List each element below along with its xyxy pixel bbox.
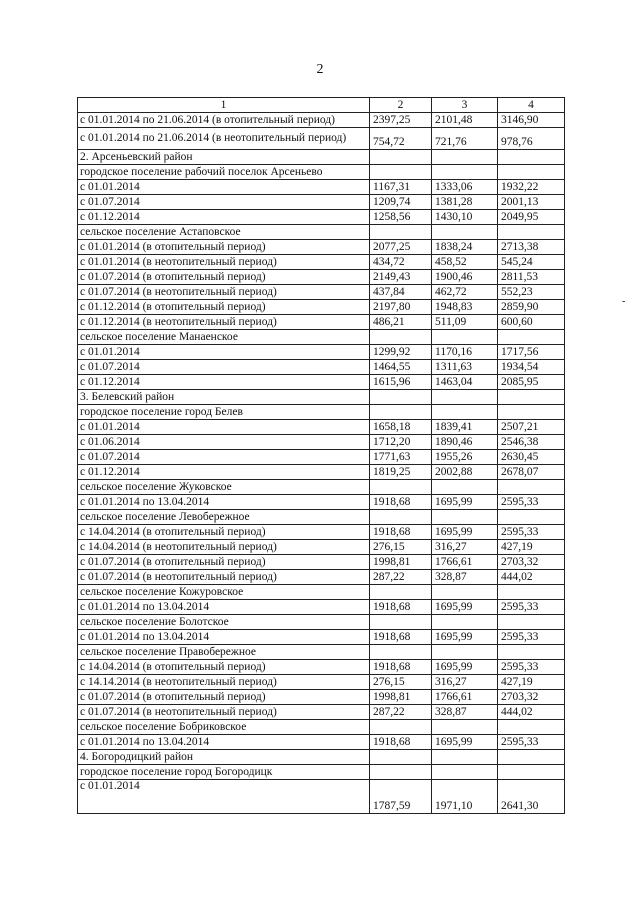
tariff-value-col4 (498, 165, 565, 180)
row-label: с 01.07.2014 (в неотопительный период) (78, 570, 370, 585)
row-label: с 01.07.2014 (в неотопительный период) (78, 705, 370, 720)
row-label: сельское поселение Бобриковское (78, 720, 370, 735)
table-row (78, 420, 565, 435)
table-row (78, 450, 565, 465)
tariff-value-col2 (370, 405, 432, 420)
tariff-value-col2 (370, 615, 432, 630)
row-label: с 14.14.2014 (в неотопительный период) (78, 675, 370, 690)
tariff-value-col2: 287,22 (370, 570, 432, 585)
tariff-value-col4: 2595,33 (498, 630, 565, 645)
tariff-value-col4 (498, 390, 565, 405)
col-header: 2 (370, 98, 432, 113)
tariff-value-col2: 1658,18 (370, 420, 432, 435)
tariff-value-col4: 2595,33 (498, 735, 565, 750)
row-label: городское поселение город Богородицк (78, 765, 370, 780)
table-row (78, 600, 565, 615)
tariff-value-col3 (432, 480, 498, 495)
col-header: 3 (432, 98, 498, 113)
row-label: городское поселение город Белев (78, 405, 370, 420)
tariff-value-col2 (370, 645, 432, 660)
tariff-value-col2: 1299,92 (370, 345, 432, 360)
tariff-value-col4 (498, 645, 565, 660)
tariff-value-col3: 1695,99 (432, 525, 498, 540)
tariff-value-col4: 2595,33 (498, 600, 565, 615)
tariff-value-col4: 978,76 (498, 128, 565, 150)
row-label: сельское поселение Левобережное (78, 510, 370, 525)
tariff-value-col2: 1615,96 (370, 375, 432, 390)
tariff-value-col4: 444,02 (498, 705, 565, 720)
tariff-value-col2: 2397,25 (370, 113, 432, 128)
tariff-value-col4: 2595,33 (498, 660, 565, 675)
table-row (78, 128, 565, 150)
tariff-value-col2: 287,22 (370, 705, 432, 720)
tariff-table (77, 97, 565, 814)
tariff-value-col4 (498, 765, 565, 780)
tariff-value-col3: 1971,10 (432, 780, 498, 814)
row-label: сельское поселение Манаенское (78, 330, 370, 345)
col-header: 4 (498, 98, 565, 113)
tariff-value-col3 (432, 510, 498, 525)
row-label: с 01.01.2014 (78, 180, 370, 195)
row-label: с 01.12.2014 (78, 375, 370, 390)
row-label: с 01.01.2014 по 13.04.2014 (78, 495, 370, 510)
tariff-value-col4: 2703,32 (498, 555, 565, 570)
tariff-value-col2: 1918,68 (370, 660, 432, 675)
tariff-value-col2: 1819,25 (370, 465, 432, 480)
row-label: 4. Богородицкий район (78, 750, 370, 765)
table-row (78, 165, 565, 180)
tariff-value-col3: 1430,10 (432, 210, 498, 225)
tariff-value-col2: 1918,68 (370, 735, 432, 750)
col-header: 1 (78, 98, 370, 113)
tariff-value-col3 (432, 750, 498, 765)
tariff-value-col3: 1695,99 (432, 660, 498, 675)
row-label: с 01.12.2014 (78, 465, 370, 480)
tariff-value-col2 (370, 330, 432, 345)
tariff-value-col2 (370, 585, 432, 600)
tariff-value-col3: 1695,99 (432, 600, 498, 615)
table-row (78, 660, 565, 675)
tariff-value-col2: 1258,56 (370, 210, 432, 225)
tariff-value-col2: 1998,81 (370, 555, 432, 570)
tariff-value-col4: 2630,45 (498, 450, 565, 465)
row-label: с 01.01.2014 по 13.04.2014 (78, 630, 370, 645)
tariff-value-col3: 1170,16 (432, 345, 498, 360)
tariff-value-col4: 2811,53 (498, 270, 565, 285)
row-label: с 14.04.2014 (в отопительный период) (78, 660, 370, 675)
tariff-value-col3: 1695,99 (432, 630, 498, 645)
table-row (78, 360, 565, 375)
tariff-value-col3: 1311,63 (432, 360, 498, 375)
tariff-value-col4: 2703,32 (498, 690, 565, 705)
row-label: 3. Белевский район (78, 390, 370, 405)
row-label: с 01.07.2014 (78, 450, 370, 465)
tariff-value-col3 (432, 225, 498, 240)
tariff-value-col4: 2713,38 (498, 240, 565, 255)
row-label: с 01.01.2014 по 21.06.2014 (в неотопительный период) (78, 128, 370, 150)
table-row (78, 735, 565, 750)
row-label: сельское поселение Правобережное (78, 645, 370, 660)
row-label: с 01.07.2014 (в отопительный период) (78, 270, 370, 285)
tariff-value-col4: 427,19 (498, 675, 565, 690)
tariff-value-col4 (498, 480, 565, 495)
row-label: с 01.12.2014 (в неотопительный период) (78, 315, 370, 330)
tariff-value-col2 (370, 510, 432, 525)
tariff-value-col2: 1167,31 (370, 180, 432, 195)
table-row (78, 630, 565, 645)
row-label: с 01.01.2014 (в отопительный период) (78, 240, 370, 255)
tariff-value-col4: 2641,30 (498, 780, 565, 814)
table-row (78, 240, 565, 255)
tariff-value-col4 (498, 615, 565, 630)
table-row (78, 570, 565, 585)
row-label: с 01.01.2014 (78, 780, 370, 814)
tariff-value-col3: 511,09 (432, 315, 498, 330)
tariff-value-col2: 1712,20 (370, 435, 432, 450)
tariff-value-col4 (498, 585, 565, 600)
table-row (78, 510, 565, 525)
tariff-value-col3: 328,87 (432, 705, 498, 720)
tariff-value-col3: 1948,83 (432, 300, 498, 315)
tariff-value-col2: 276,15 (370, 675, 432, 690)
stray-mark: - (622, 296, 626, 307)
tariff-value-col3 (432, 645, 498, 660)
row-label: сельское поселение Болотское (78, 615, 370, 630)
tariff-value-col2: 1771,63 (370, 450, 432, 465)
row-label: 2. Арсеньевский район (78, 150, 370, 165)
table-row (78, 270, 565, 285)
row-label: с 14.04.2014 (в отопительный период) (78, 525, 370, 540)
tariff-value-col3 (432, 720, 498, 735)
table-row (78, 375, 565, 390)
table-row (78, 705, 565, 720)
tariff-value-col4: 2001,13 (498, 195, 565, 210)
table-body (78, 113, 565, 814)
tariff-value-col2 (370, 390, 432, 405)
tariff-value-col4: 2859,90 (498, 300, 565, 315)
page-number: 2 (316, 62, 324, 77)
tariff-value-col2: 276,15 (370, 540, 432, 555)
tariff-value-col4: 545,24 (498, 255, 565, 270)
table-row (78, 525, 565, 540)
table-row (78, 540, 565, 555)
table-row (78, 780, 565, 814)
tariff-value-col4: 1934,54 (498, 360, 565, 375)
table-row (78, 255, 565, 270)
tariff-value-col3: 1766,61 (432, 690, 498, 705)
tariff-value-col4 (498, 330, 565, 345)
tariff-value-col3 (432, 615, 498, 630)
tariff-value-col2 (370, 165, 432, 180)
table-row (78, 495, 565, 510)
row-label: с 14.04.2014 (в неотопительный период) (78, 540, 370, 555)
tariff-value-col4: 3146,90 (498, 113, 565, 128)
row-label: с 01.01.2014 (78, 420, 370, 435)
tariff-value-col2: 2077,25 (370, 240, 432, 255)
tariff-value-col4: 2507,21 (498, 420, 565, 435)
tariff-value-col3: 1463,04 (432, 375, 498, 390)
tariff-value-col3: 1839,41 (432, 420, 498, 435)
row-label: с 01.01.2014 (в неотопительный период) (78, 255, 370, 270)
tariff-value-col3: 458,52 (432, 255, 498, 270)
tariff-value-col4 (498, 150, 565, 165)
tariff-value-col3 (432, 150, 498, 165)
row-label: с 01.12.2014 (78, 210, 370, 225)
tariff-value-col2 (370, 480, 432, 495)
tariff-value-col3: 1890,46 (432, 435, 498, 450)
table-row (78, 345, 565, 360)
tariff-value-col2 (370, 225, 432, 240)
tariff-value-col3: 721,76 (432, 128, 498, 150)
tariff-value-col4: 2595,33 (498, 495, 565, 510)
tariff-value-col2 (370, 720, 432, 735)
tariff-value-col3: 1381,28 (432, 195, 498, 210)
tariff-value-col3: 1695,99 (432, 495, 498, 510)
tariff-value-col3: 316,27 (432, 675, 498, 690)
tariff-value-col3: 2002,88 (432, 465, 498, 480)
tariff-value-col3 (432, 165, 498, 180)
tariff-value-col3: 1695,99 (432, 735, 498, 750)
tariff-value-col2: 1918,68 (370, 495, 432, 510)
table-header-row (78, 98, 565, 113)
tariff-value-col3: 1955,26 (432, 450, 498, 465)
tariff-value-col3 (432, 330, 498, 345)
tariff-value-col2: 1464,55 (370, 360, 432, 375)
tariff-value-col2: 2149,43 (370, 270, 432, 285)
tariff-value-col3 (432, 765, 498, 780)
row-label: с 01.07.2014 (в отопительный период) (78, 555, 370, 570)
tariff-value-col4 (498, 720, 565, 735)
tariff-value-col3 (432, 405, 498, 420)
tariff-value-col2 (370, 765, 432, 780)
table-row (78, 720, 565, 735)
tariff-value-col4 (498, 225, 565, 240)
table-row (78, 555, 565, 570)
tariff-value-col4: 1932,22 (498, 180, 565, 195)
tariff-value-col2: 2197,80 (370, 300, 432, 315)
tariff-value-col4 (498, 750, 565, 765)
table-row (78, 750, 565, 765)
table-row (78, 585, 565, 600)
row-label: с 01.01.2014 по 13.04.2014 (78, 600, 370, 615)
table-row (78, 405, 565, 420)
table-row (78, 113, 565, 128)
tariff-value-col4: 2085,95 (498, 375, 565, 390)
tariff-value-col2: 1209,74 (370, 195, 432, 210)
tariff-value-col3: 1838,24 (432, 240, 498, 255)
row-label: городское поселение рабочий поселок Арсеньево (78, 165, 370, 180)
tariff-value-col2: 486,21 (370, 315, 432, 330)
row-label: с 01.07.2014 (в отопительный период) (78, 690, 370, 705)
row-label: с 01.07.2014 (78, 360, 370, 375)
tariff-value-col4: 2595,33 (498, 525, 565, 540)
tariff-value-col2: 1918,68 (370, 525, 432, 540)
tariff-value-col4: 600,60 (498, 315, 565, 330)
table-row (78, 300, 565, 315)
tariff-value-col2 (370, 750, 432, 765)
tariff-value-col4: 552,23 (498, 285, 565, 300)
tariff-value-col3: 316,27 (432, 540, 498, 555)
row-label: с 01.12.2014 (в отопительный период) (78, 300, 370, 315)
tariff-value-col3: 462,72 (432, 285, 498, 300)
tariff-value-col4 (498, 405, 565, 420)
tariff-value-col4: 2049,95 (498, 210, 565, 225)
table-row (78, 645, 565, 660)
tariff-value-col3: 1333,06 (432, 180, 498, 195)
row-label: с 01.06.2014 (78, 435, 370, 450)
table-row (78, 330, 565, 345)
tariff-value-col4: 1717,56 (498, 345, 565, 360)
tariff-value-col4: 444,02 (498, 570, 565, 585)
tariff-value-col3: 1766,61 (432, 555, 498, 570)
row-label: сельское поселение Кожуровское (78, 585, 370, 600)
tariff-value-col2: 1787,59 (370, 780, 432, 814)
row-label: с 01.07.2014 (78, 195, 370, 210)
tariff-value-col3: 328,87 (432, 570, 498, 585)
row-label: сельское поселение Астаповское (78, 225, 370, 240)
tariff-value-col4: 2678,07 (498, 465, 565, 480)
tariff-value-col2: 1998,81 (370, 690, 432, 705)
table-row (78, 690, 565, 705)
tariff-value-col2: 1918,68 (370, 600, 432, 615)
tariff-value-col2 (370, 150, 432, 165)
table-row (78, 210, 565, 225)
table-row (78, 765, 565, 780)
tariff-value-col2: 434,72 (370, 255, 432, 270)
tariff-value-col4: 2546,38 (498, 435, 565, 450)
table-row (78, 150, 565, 165)
table-row (78, 315, 565, 330)
row-label: с 01.01.2014 (78, 345, 370, 360)
row-label: с 01.01.2014 по 13.04.2014 (78, 735, 370, 750)
row-label: сельское поселение Жуковское (78, 480, 370, 495)
tariff-value-col2: 1918,68 (370, 630, 432, 645)
table-row (78, 180, 565, 195)
table-row (78, 390, 565, 405)
row-label: с 01.07.2014 (в неотопительный период) (78, 285, 370, 300)
table-row (78, 615, 565, 630)
table-row (78, 465, 565, 480)
tariff-value-col2: 437,84 (370, 285, 432, 300)
table-row (78, 225, 565, 240)
table-row (78, 675, 565, 690)
table-row (78, 480, 565, 495)
tariff-value-col3: 1900,46 (432, 270, 498, 285)
row-label: с 01.01.2014 по 21.06.2014 (в отопительный период) (78, 113, 370, 128)
tariff-value-col3: 2101,48 (432, 113, 498, 128)
tariff-value-col4: 427,19 (498, 540, 565, 555)
table-row (78, 195, 565, 210)
tariff-value-col2: 754,72 (370, 128, 432, 150)
tariff-value-col4 (498, 510, 565, 525)
table-row (78, 285, 565, 300)
table-row (78, 435, 565, 450)
tariff-value-col3 (432, 585, 498, 600)
tariff-value-col3 (432, 390, 498, 405)
